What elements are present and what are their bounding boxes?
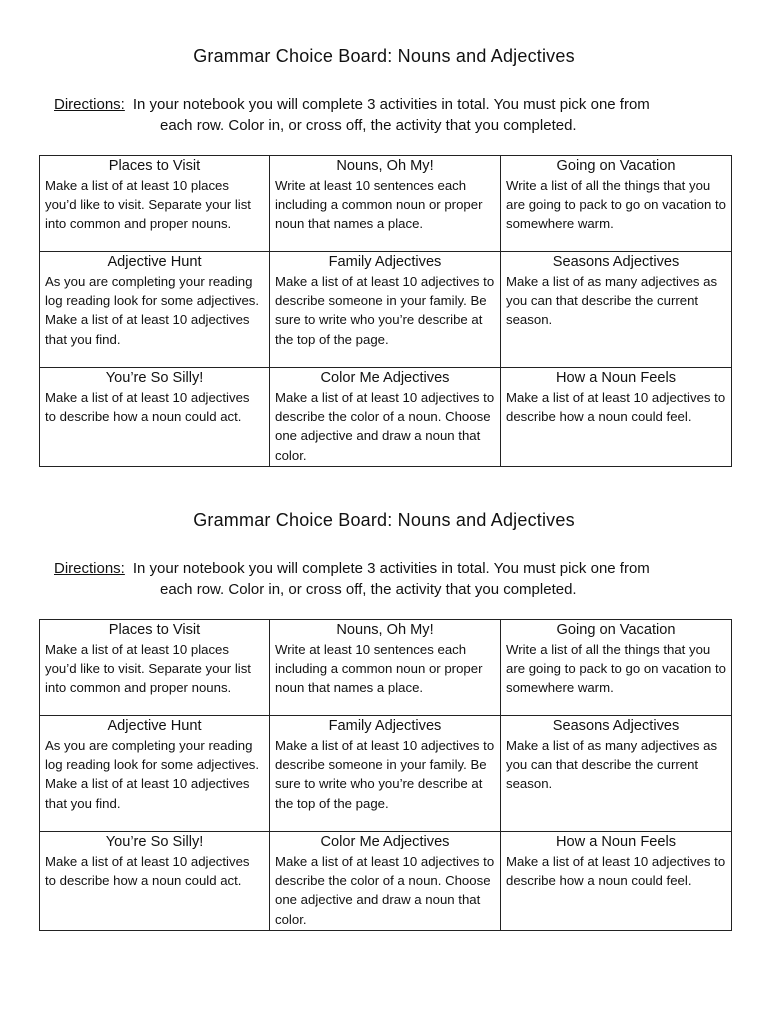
grid-row-3 xyxy=(40,368,732,467)
activity-description: Make a list of at least 10 adjectives to describe how a noun could feel. xyxy=(506,390,726,425)
grid-row-2 xyxy=(40,716,732,832)
activity-cell-places-to-visit[interactable] xyxy=(40,156,270,252)
activity-cell-nouns-oh-my[interactable] xyxy=(270,156,501,252)
activity-title: Going on Vacation xyxy=(556,158,676,174)
activity-description: Make a list of at least 10 places you’d like to visit. Separate your list into common and proper nouns. xyxy=(45,642,251,696)
activity-cell-family-adjectives[interactable] xyxy=(270,716,501,832)
activity-cell-going-on-vacation[interactable] xyxy=(501,156,732,252)
activity-cell-adjective-hunt[interactable] xyxy=(40,716,270,832)
activity-description: Make a list of as many adjectives as you can that describe the current season. xyxy=(506,274,718,328)
activity-cell-adjective-hunt[interactable] xyxy=(40,252,270,368)
activity-description: Make a list of at least 10 adjectives to describe the color of a noun. Choose one adjective and draw a noun that color. xyxy=(275,854,495,927)
activity-cell-seasons-adjectives[interactable] xyxy=(501,716,732,832)
activity-cell-youre-so-silly[interactable] xyxy=(40,832,270,931)
activity-cell-family-adjectives[interactable] xyxy=(270,252,501,368)
activity-title: Nouns, Oh My! xyxy=(336,158,434,174)
activity-cell-how-a-noun-feels[interactable] xyxy=(501,832,732,931)
directions xyxy=(54,558,734,600)
activity-title: How a Noun Feels xyxy=(555,834,677,850)
activity-title: Family Adjectives xyxy=(328,254,442,270)
grid-row-1 xyxy=(40,620,732,716)
activity-title: Places to Visit xyxy=(108,158,201,174)
activity-description: Make a list of as many adjectives as you can that describe the current season. xyxy=(506,738,718,792)
activity-cell-nouns-oh-my[interactable] xyxy=(270,620,501,716)
activity-description: Write a list of all the things that you are going to pack to go on vacation to somewhere warm. xyxy=(506,642,726,696)
activity-description: Make a list of at least 10 adjectives to describe the color of a noun. Choose one adjective and draw a noun that color. xyxy=(275,390,495,463)
activity-grid xyxy=(39,155,732,467)
activity-description: Make a list of at least 10 adjectives to describe how a noun could act. xyxy=(45,854,250,889)
activity-description: As you are completing your reading log reading look for some adjectives. Make a list of at least 10 adjectives that you find. xyxy=(45,738,260,811)
board-title: Grammar Choice Board: Nouns and Adjectives xyxy=(193,46,575,66)
directions-label: Directions: xyxy=(54,560,125,577)
grid-row-1 xyxy=(40,156,732,252)
activity-title: Family Adjectives xyxy=(328,718,442,734)
grid-row-3 xyxy=(40,832,732,931)
activity-cell-seasons-adjectives[interactable] xyxy=(501,252,732,368)
activity-title: Adjective Hunt xyxy=(107,254,202,270)
directions xyxy=(54,94,734,136)
directions-label: Directions: xyxy=(54,96,125,113)
activity-title: Places to Visit xyxy=(108,622,201,638)
activity-title: Adjective Hunt xyxy=(107,718,202,734)
activity-title: Color Me Adjectives xyxy=(320,834,450,850)
directions-text-line1: In your notebook you will complete 3 activities in total. You must pick one from xyxy=(132,96,650,113)
activity-description: Make a list of at least 10 adjectives to describe someone in your family. Be sure to write who you’re describe at the top of the page. xyxy=(275,738,495,811)
activity-cell-youre-so-silly[interactable] xyxy=(40,368,270,467)
activity-cell-going-on-vacation[interactable] xyxy=(501,620,732,716)
activity-title: How a Noun Feels xyxy=(555,370,677,386)
activity-title: Color Me Adjectives xyxy=(320,370,450,386)
directions-text-line2: each row. Color in, or cross off, the activity that you completed. xyxy=(160,117,577,134)
activity-description: As you are completing your reading log reading look for some adjectives. Make a list of at least 10 adjectives that you find. xyxy=(45,274,260,347)
activity-description: Write at least 10 sentences each including a common noun or proper noun that names a place. xyxy=(275,178,483,232)
activity-description: Write a list of all the things that you are going to pack to go on vacation to somewhere warm. xyxy=(506,178,726,232)
activity-description: Make a list of at least 10 places you’d like to visit. Separate your list into common and proper nouns. xyxy=(45,178,251,232)
activity-description: Write at least 10 sentences each including a common noun or proper noun that names a place. xyxy=(275,642,483,696)
activity-title: You’re So Silly! xyxy=(105,834,204,850)
activity-description: Make a list of at least 10 adjectives to describe someone in your family. Be sure to write who you’re describe at the top of the page. xyxy=(275,274,495,347)
activity-description: Make a list of at least 10 adjectives to describe how a noun could act. xyxy=(45,390,250,425)
activity-cell-color-me-adjectives[interactable] xyxy=(270,368,501,467)
directions-text-line1: In your notebook you will complete 3 activities in total. You must pick one from xyxy=(132,560,650,577)
activity-cell-color-me-adjectives[interactable] xyxy=(270,832,501,931)
activity-title: Nouns, Oh My! xyxy=(336,622,434,638)
activity-grid xyxy=(39,619,732,931)
grid-row-2 xyxy=(40,252,732,368)
activity-title: You’re So Silly! xyxy=(105,370,204,386)
activity-cell-places-to-visit[interactable] xyxy=(40,620,270,716)
activity-cell-how-a-noun-feels[interactable] xyxy=(501,368,732,467)
activity-title: Seasons Adjectives xyxy=(552,718,680,734)
activity-description: Make a list of at least 10 adjectives to describe how a noun could feel. xyxy=(506,854,726,889)
activity-title: Going on Vacation xyxy=(556,622,676,638)
activity-title: Seasons Adjectives xyxy=(552,254,680,270)
directions-text-line2: each row. Color in, or cross off, the activity that you completed. xyxy=(160,581,577,598)
board-title: Grammar Choice Board: Nouns and Adjectives xyxy=(193,510,575,530)
